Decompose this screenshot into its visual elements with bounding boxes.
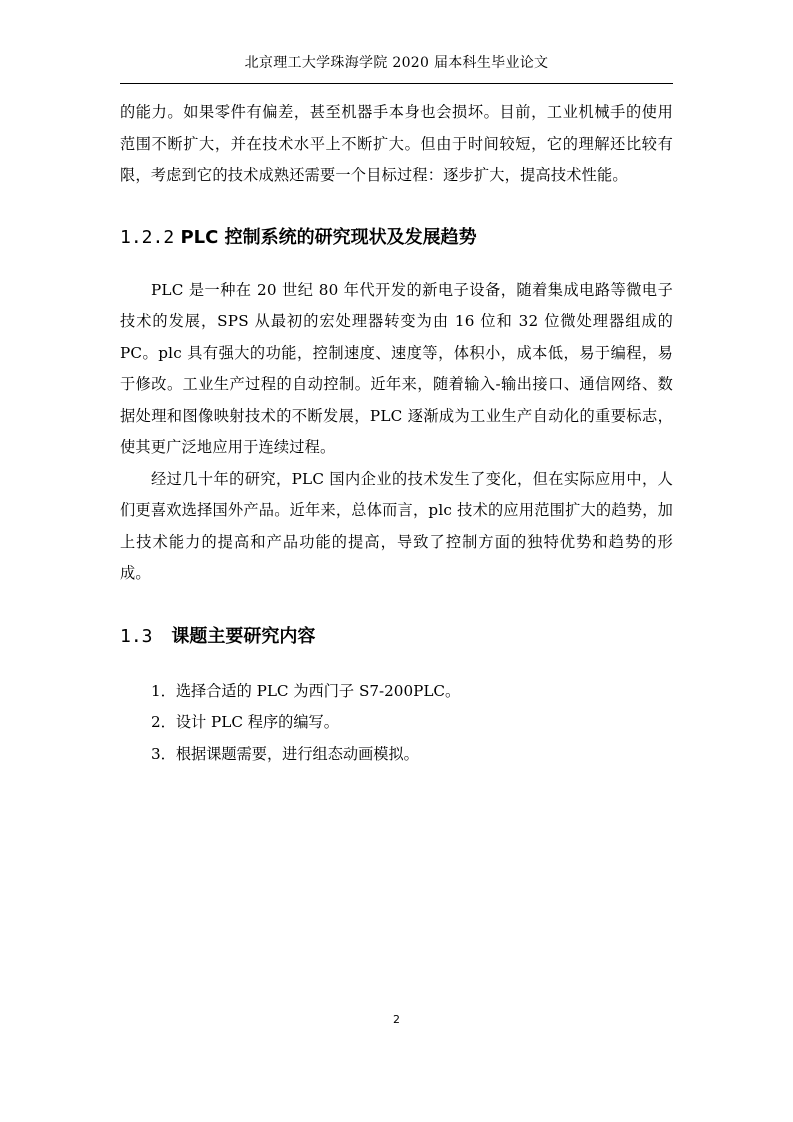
page-body (120, 97, 673, 770)
section-heading-1-3 (120, 624, 673, 650)
section-number: 1.3 (120, 625, 153, 647)
intro-paragraph: 的能力。如果零件有偏差，甚至机器手本身也会损坏。目前，工业机械手的使用范围不断扩大，并在技术水平上不断扩大。但由于时间较短，它的理解还比较有限，考虑到它的技术成熟还需要一个目标过程：逐步扩大，提高技术性能。 (120, 103, 673, 184)
list-item: 2．设计 PLC 程序的编写。 (151, 713, 339, 731)
section-title: PLC 控制系统的研究现状及发展趋势 (180, 226, 477, 248)
body-paragraph: 经过几十年的研究，PLC 国内企业的技术发生了变化，但在实际应用中，人们更喜欢选择国外产品。近年来，总体而言，plc 技术的应用范围扩大的趋势，加上技术能力的提高和产品功能的提高，导致了控制方面的独特优势和趋势的形成。 (120, 469, 673, 582)
header-rule (120, 83, 673, 84)
page-number: 2 (393, 1013, 400, 1026)
section-number: 1.2.2 (120, 226, 175, 248)
section-title: 课题主要研究内容 (171, 625, 316, 647)
research-content-list (120, 676, 673, 771)
list-item: 3．根据课题需要，进行组态动画模拟。 (151, 744, 419, 763)
body-paragraph: PLC 是一种在 20 世纪 80 年代开发的新电子设备，随着集成电路等微电子技术的发展，SPS 从最初的宏处理器转变为由 16 位和 32 位微处理器组成的 PC。plc 具有强大的功能，控制速度、速度等，体积小，成本低，易于编程，易于修改。工业生产过程的自动控制。近年来，随着输入-输出接口、通信网络、数据处理和图像映射技术的不断发展，PLC 逐渐成为工业生产自动化的重要标志，使其更广泛地应用于连续过程。 (120, 280, 673, 456)
section-heading-1-2-2 (120, 225, 673, 251)
list-item: 1．选择合适的 PLC 为西门子 S7-200PLC。 (151, 681, 461, 700)
running-header: 北京理工大学珠海学院 2020 届本科生毕业论文 (244, 55, 549, 71)
